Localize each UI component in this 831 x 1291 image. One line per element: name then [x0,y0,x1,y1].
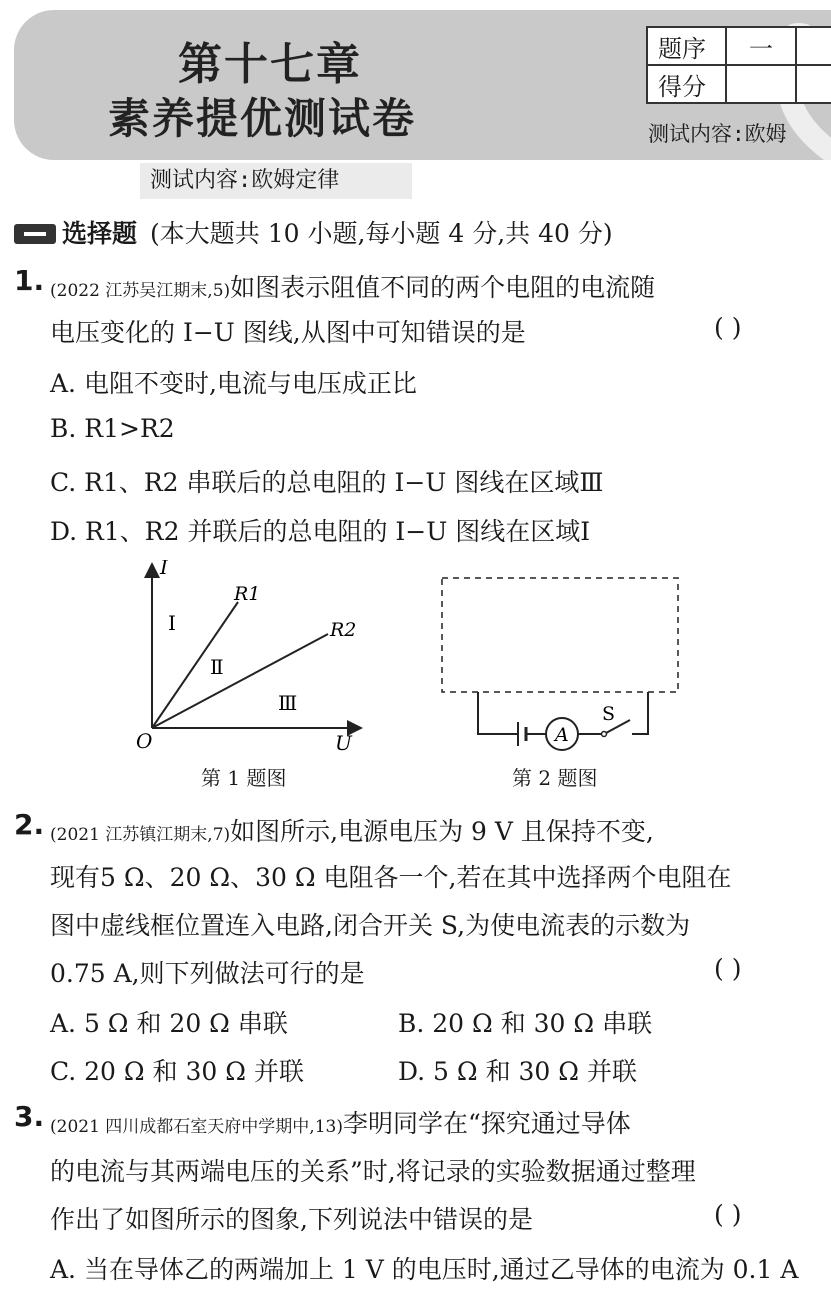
q3-stem2: 的电流与其两端电压的关系”时,将记录的实验数据通过整理 [50,1157,696,1186]
fig1-y-label: I [160,560,168,579]
section-note: (本大题共 10 小题,每小题 4 分,共 40 分) [150,219,613,248]
test-content: 测试内容:欧姆定律 [140,163,412,199]
paper-title: 素养提优测试卷 [108,94,417,143]
q3-source: (2021 四川成都石室天府中学期中,13) [50,1117,343,1137]
score-table [646,26,831,104]
q1-option-b: B. R1>R2 [50,414,175,443]
score-cell [796,65,831,103]
score-cell [726,65,797,103]
fig2-switch-label: S [602,703,616,725]
fig1-x-label: U [335,731,352,755]
q3-stem1: 李明同学在“探究通过导体 [342,1109,631,1138]
q2-option-a: A. 5 Ω 和 20 Ω 串联 [50,1009,288,1038]
fig1-iu-graph [130,560,370,760]
q1-stem-line1 [50,268,655,304]
q1-option-a: A. 电阻不变时,电流与电压成正比 [50,369,417,398]
fig1-origin-label: O [136,729,153,753]
q2-answer-bracket: ( ) [714,954,742,983]
q2-stem3: 图中虚线框位置连入电路,闭合开关 S,为使电流表的示数为 [50,911,691,940]
q1-stem1: 如图表示阻值不同的两个电阻的电流随 [230,273,656,302]
q3-number: 3. [14,1100,45,1133]
q1-source: (2022 江苏吴江期末,5) [50,281,231,301]
section-title: 选择题 [62,219,138,248]
fig1-caption: 第 1 题图 [201,766,287,790]
fig2-circuit [436,574,696,754]
score-cell [796,27,831,65]
fig1-region-1: Ⅰ [168,611,176,635]
chapter-title: 第十七章 [178,39,362,90]
q1-option-c: C. R1、R2 串联后的总电阻的 I−U 图线在区域Ⅲ [50,468,604,497]
fig1-r2-line [152,634,328,728]
q2-option-d: D. 5 Ω 和 30 Ω 并联 [398,1057,637,1086]
q3-answer-bracket: ( ) [714,1200,742,1229]
fig2-caption: 第 2 题图 [512,766,598,790]
q2-option-c: C. 20 Ω 和 30 Ω 并联 [50,1057,304,1086]
q2-stem4: 0.75 A,则下列做法可行的是 [50,959,365,988]
fig1-r1-label: R1 [234,583,261,605]
q2-source: (2021 江苏镇江期末,7) [50,825,231,845]
fig1-region-3: Ⅲ [278,691,298,715]
q3-stem-line1 [50,1104,631,1140]
q2-stem1: 如图所示,电源电压为 9 V 且保持不变, [230,817,654,846]
score-row1-col1: 一 [726,27,797,65]
score-row1-label: 题序 [647,27,726,65]
q2-stem-line1 [50,812,654,848]
test-content-right: 测试内容:欧姆 [648,122,787,146]
q1-stem2: 电压变化的 I−U 图线,从图中可知错误的是 [50,318,526,347]
q2-number: 2. [14,808,45,841]
fig2-dashed-box [442,578,678,692]
q2-option-b: B. 20 Ω 和 30 Ω 串联 [398,1009,653,1038]
q1-number: 1. [14,264,45,297]
fig1-r2-label: R2 [330,619,357,641]
fig1-r1-line [152,602,238,728]
q3-stem3: 作出了如图所示的图象,下列说法中错误的是 [50,1205,533,1234]
q2-stem2: 现有5 Ω、20 Ω、30 Ω 电阻各一个,若在其中选择两个电阻在 [50,863,732,892]
q3-option-a: A. 当在导体乙的两端加上 1 V 的电压时,通过乙导体的电流为 0.1 A [50,1255,799,1284]
section-number-badge [14,224,56,244]
q1-answer-bracket: ( ) [714,313,742,342]
fig2-ammeter-label: A [555,724,569,746]
q1-option-d: D. R1、R2 并联后的总电阻的 I−U 图线在区域Ⅰ [50,517,591,546]
score-row2-label: 得分 [647,65,726,103]
fig1-region-2: Ⅱ [210,655,224,679]
